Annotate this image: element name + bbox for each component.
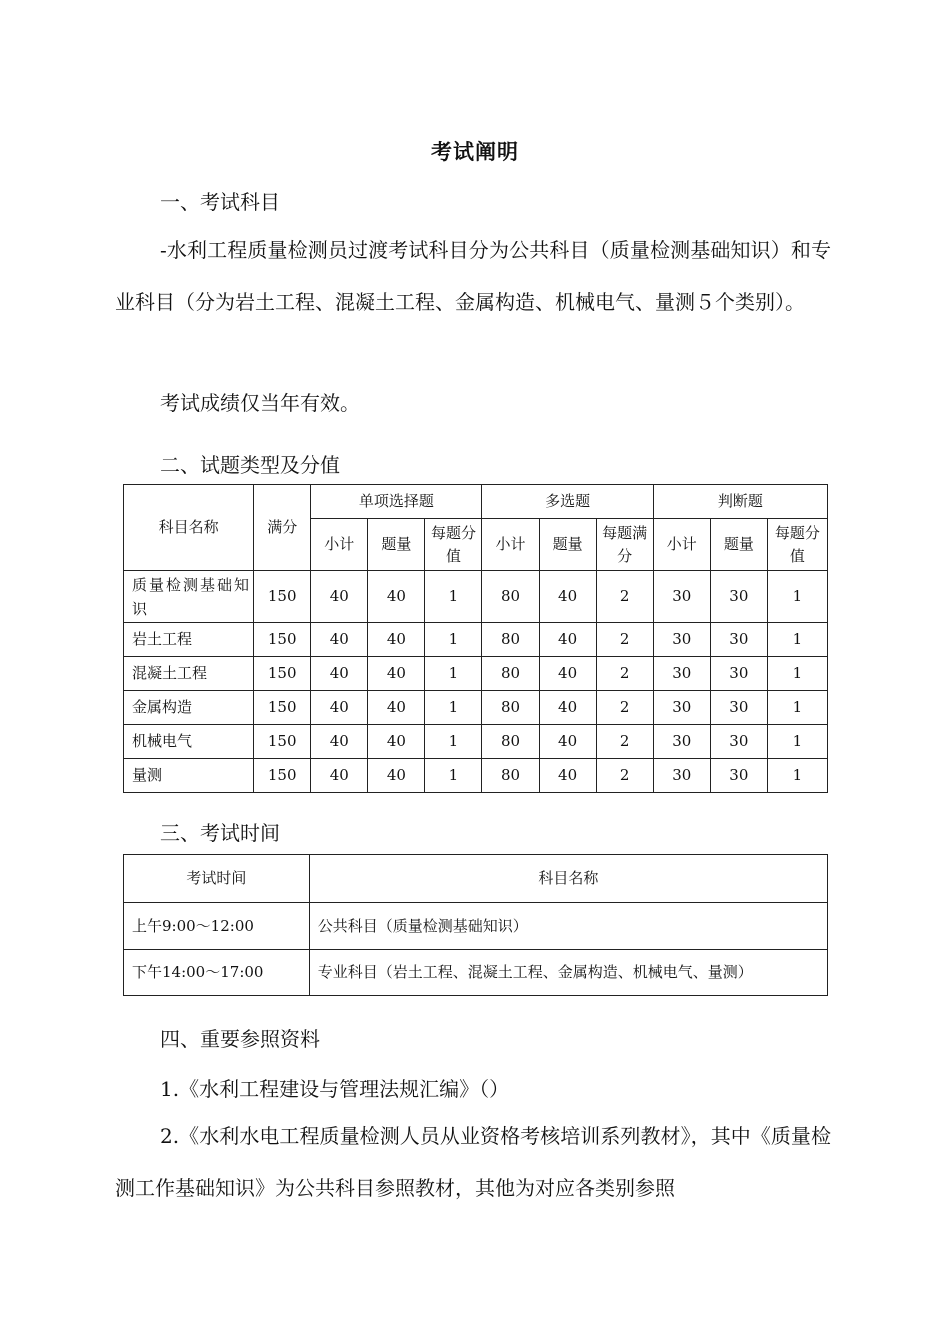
cell: 30 <box>653 571 710 623</box>
header-multi-choice: 多选题 <box>482 485 653 519</box>
header-exam-time: 考试时间 <box>124 855 310 903</box>
cell: 40 <box>539 725 596 759</box>
cell: 1 <box>767 571 827 623</box>
cell: 1 <box>425 725 482 759</box>
table-row <box>124 759 828 793</box>
cell: 80 <box>482 623 539 657</box>
cell: 40 <box>368 571 425 623</box>
header-full-score: 满分 <box>254 485 311 571</box>
cell: 80 <box>482 691 539 725</box>
time-cell: 下午14:00～17:00 <box>124 950 310 996</box>
cell: 30 <box>710 623 767 657</box>
cell: 40 <box>311 657 368 691</box>
cell: 30 <box>710 691 767 725</box>
cell: 150 <box>254 691 311 725</box>
cell: 1 <box>425 571 482 623</box>
cell: 1 <box>767 657 827 691</box>
cell: 1 <box>425 691 482 725</box>
cell: 40 <box>368 725 425 759</box>
table-row <box>124 950 828 996</box>
section-heading-subjects: 一、考试科目 <box>160 190 280 214</box>
cell: 40 <box>539 571 596 623</box>
section-heading-question-types: 二、试题类型及分值 <box>160 453 340 477</box>
time-cell: 上午9:00～12:00 <box>124 903 310 950</box>
table-header-row <box>124 485 828 519</box>
table-row <box>124 903 828 950</box>
score-table <box>123 484 828 793</box>
cell: 30 <box>710 657 767 691</box>
sub-count: 题量 <box>539 519 596 571</box>
cell: 40 <box>311 725 368 759</box>
cell: 40 <box>368 759 425 793</box>
cell: 30 <box>710 759 767 793</box>
cell: 30 <box>653 725 710 759</box>
sub-per-question: 每题满分 <box>596 519 653 571</box>
row-subject: 量测 <box>124 759 254 793</box>
sub-subtotal: 小计 <box>653 519 710 571</box>
cell: 40 <box>311 691 368 725</box>
cell: 80 <box>482 725 539 759</box>
subject-cell: 专业科目（岩土工程、混凝土工程、金属构造、机械电气、量测） <box>309 950 827 996</box>
header-single-choice: 单项选择题 <box>311 485 482 519</box>
row-subject: 岩土工程 <box>124 623 254 657</box>
cell: 1 <box>767 759 827 793</box>
cell: 40 <box>368 657 425 691</box>
cell: 30 <box>710 571 767 623</box>
header-subject: 科目名称 <box>124 485 254 571</box>
exam-time-table <box>123 854 828 996</box>
cell: 1 <box>767 623 827 657</box>
page-title: 考试阐明 <box>431 139 519 164</box>
sub-count: 题量 <box>710 519 767 571</box>
table-row <box>124 691 828 725</box>
reference-item-1: 1.《水利工程建设与管理法规汇编》（） <box>160 1077 510 1101</box>
cell: 30 <box>653 657 710 691</box>
cell: 2 <box>596 623 653 657</box>
cell: 1 <box>767 725 827 759</box>
sub-subtotal: 小计 <box>311 519 368 571</box>
cell: 40 <box>311 623 368 657</box>
cell: 40 <box>539 657 596 691</box>
section-heading-references: 四、重要参照资料 <box>160 1027 320 1051</box>
cell: 150 <box>254 725 311 759</box>
cell: 2 <box>596 657 653 691</box>
cell: 40 <box>539 759 596 793</box>
table-row <box>124 571 828 623</box>
sub-per-question: 每题分值 <box>425 519 482 571</box>
cell: 40 <box>311 571 368 623</box>
row-subject: 质量检测基础知识 <box>124 571 254 623</box>
cell: 40 <box>539 691 596 725</box>
cell: 150 <box>254 623 311 657</box>
row-subject: 机械电气 <box>124 725 254 759</box>
cell: 40 <box>368 691 425 725</box>
cell: 30 <box>710 725 767 759</box>
subject-cell: 公共科目（质量检测基础知识） <box>309 903 827 950</box>
sub-subtotal: 小计 <box>482 519 539 571</box>
cell: 30 <box>653 691 710 725</box>
cell: 2 <box>596 725 653 759</box>
cell: 1 <box>425 759 482 793</box>
cell: 2 <box>596 759 653 793</box>
header-subject: 科目名称 <box>309 855 827 903</box>
section-heading-exam-time: 三、考试时间 <box>160 821 280 845</box>
cell: 150 <box>254 571 311 623</box>
reference-item-2: 2.《水利水电工程质量检测人员从业资格考核培训系列教材》，其中《质量检测工作基础知识》为公共科目参照教材，其他为对应各类别参照 <box>115 1124 831 1200</box>
row-subject: 混凝土工程 <box>124 657 254 691</box>
cell: 80 <box>482 657 539 691</box>
cell: 2 <box>596 691 653 725</box>
cell: 150 <box>254 759 311 793</box>
cell: 30 <box>653 623 710 657</box>
cell: 1 <box>425 623 482 657</box>
table-row <box>124 725 828 759</box>
sub-count: 题量 <box>368 519 425 571</box>
cell: 80 <box>482 759 539 793</box>
cell: 40 <box>368 623 425 657</box>
cell: 2 <box>596 571 653 623</box>
table-header-row <box>124 855 828 903</box>
cell: 80 <box>482 571 539 623</box>
header-true-false: 判断题 <box>653 485 827 519</box>
cell: 1 <box>767 691 827 725</box>
subjects-paragraph: -水利工程质量检测员过渡考试科目分为公共科目（质量检测基础知识）和专业科目（分为岩土工程、混凝土工程、金属构造、机械电气、量测５个类别）。 <box>115 238 831 314</box>
validity-note: 考试成绩仅当年有效。 <box>160 391 360 415</box>
cell: 1 <box>425 657 482 691</box>
cell: 150 <box>254 657 311 691</box>
row-subject: 金属构造 <box>124 691 254 725</box>
table-row <box>124 623 828 657</box>
sub-per-question: 每题分值 <box>767 519 827 571</box>
table-row <box>124 657 828 691</box>
cell: 30 <box>653 759 710 793</box>
cell: 40 <box>311 759 368 793</box>
cell: 40 <box>539 623 596 657</box>
